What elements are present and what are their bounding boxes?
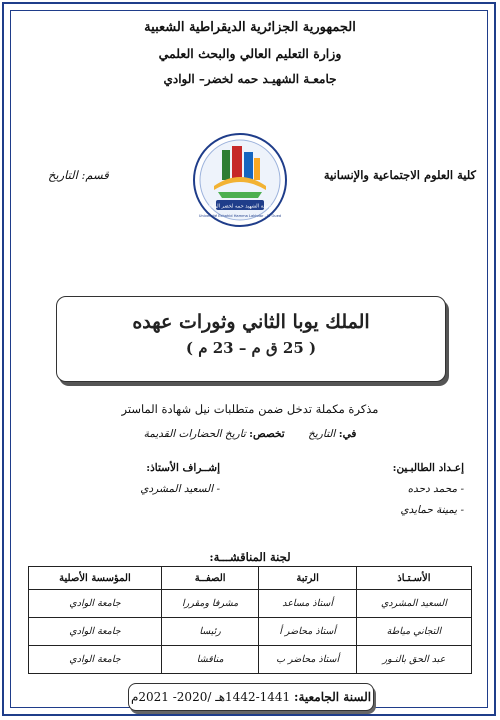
table-row: [29, 590, 472, 618]
committee-header-row: [29, 567, 472, 590]
header-line-1: الجمهورية الجزائرية الديقراطية الشعبية: [144, 20, 356, 35]
fi-value: التاريخ: [308, 428, 336, 440]
students-block: [314, 462, 464, 516]
supervisor-block: [70, 462, 220, 495]
supervisor-label: إشــراف الأستاذ:: [146, 462, 220, 474]
cell-professor: التجاني مياطة: [356, 618, 471, 646]
table-row: [29, 618, 472, 646]
cell-rank: أستاذ محاضر أ: [259, 618, 356, 646]
faculty-name: كلية العلوم الاجتماعية والإنسانية: [323, 168, 476, 182]
cell-role: مناقشا: [161, 646, 258, 674]
header-line-2: وزارة التعليم العالي والبحث العلمي: [158, 46, 342, 61]
cell-institution: جامعة الوادي: [29, 646, 162, 674]
committee-title: لجنة المناقشـــة:: [209, 550, 291, 564]
thesis-note: مذكرة مكملة تدخل ضمن متطلبات نيل شهادة الماستر: [121, 402, 379, 416]
department-name: قسم: التاريخ: [48, 168, 109, 182]
specialty-row: [0, 428, 500, 440]
table-row: [29, 646, 472, 674]
committee-table: [28, 566, 472, 674]
fi-label: في:: [338, 428, 357, 440]
thesis-title: الملك يوبا الثاني وثورات عهده: [132, 311, 370, 333]
university-logo: [192, 132, 288, 228]
logo-name-ar: جامعة الشهيد حمه لخضر الوادي: [206, 203, 274, 210]
cell-rank: أستاذ مساعد: [259, 590, 356, 618]
student-1: - محمد دحده: [407, 483, 464, 495]
cell-institution: جامعة الوادي: [29, 590, 162, 618]
cell-rank: أستاذ محاضر ب: [259, 646, 356, 674]
academic-year-label: السنة الجامعية:: [294, 690, 372, 704]
supervisor-name: - السعيد المشردي: [140, 483, 220, 495]
students-label: إعـداد الطالبـين:: [392, 462, 464, 474]
academic-year-box: [128, 683, 374, 711]
cell-institution: جامعة الوادي: [29, 618, 162, 646]
thesis-dates: ( 25 ق م – 23 م ): [185, 339, 317, 357]
col-role: الصفــة: [161, 567, 258, 590]
col-professor: الأسـتـاذ: [356, 567, 471, 590]
specialty-label: تخصص:: [249, 428, 285, 440]
col-institution: المؤسسة الأصلية: [29, 567, 162, 590]
header-line-3: جامعـة الشهيـد حمه لخضر– الوادي: [163, 72, 337, 86]
student-2: - يمينة حمايدي: [400, 504, 464, 516]
col-rank: الرتبة: [259, 567, 356, 590]
specialty-value: تاريخ الحضارات القديمة: [143, 428, 246, 440]
academic-year-value: 1441-1442هـ /2020- 2021م: [130, 690, 291, 704]
cell-professor: السعيد المشردي: [356, 590, 471, 618]
logo-name-fr: Université Echahid Hamma Lakhdar - El Oued: [198, 214, 282, 218]
cell-role: مشرفا ومقررا: [161, 590, 258, 618]
cell-role: رئيسا: [161, 618, 258, 646]
cell-professor: عبد الحق بالنـور: [356, 646, 471, 674]
thesis-title-box: [56, 296, 446, 382]
